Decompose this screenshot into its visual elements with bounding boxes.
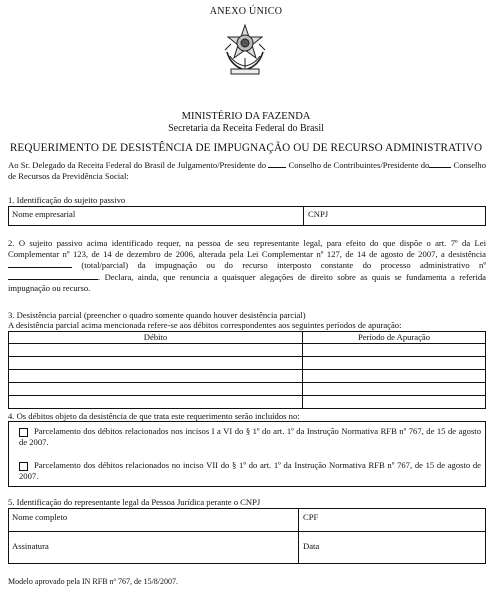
divider xyxy=(303,207,304,225)
table-row xyxy=(9,382,486,395)
debit-cell[interactable] xyxy=(9,382,303,395)
section2-text-1: 2. O sujeito passivo acima identificado requer, na pessoa de seu representante legal, para efeito do que dispõe o art. 7º da Lei Complementar nº 123, de 14 de dezembro de 2006, alterada pela Lei Complementar nº 127, de 14 de agosto de 2007, a desistência xyxy=(8,238,486,259)
secretariat-name: Secretaria da Receita Federal do Brasil xyxy=(168,123,324,134)
period-column-header: Período de Apuração xyxy=(303,332,486,344)
council-blank-2[interactable] xyxy=(429,159,451,168)
section3-label: 3. Desistência parcial (preencher o quadro somente quando houver desistência parcial) xyxy=(8,310,306,320)
section2-text-3: . Declara, ainda, que renuncia a quaisquer alegações de direito sobre as quais se fundamenta a referida impugnação ou recurso. xyxy=(8,272,486,293)
option-1-checkbox[interactable] xyxy=(19,428,28,437)
full-name-field[interactable]: Nome completo xyxy=(12,512,68,522)
process-number-blank[interactable] xyxy=(8,271,98,280)
section2-text-2: (total/parcial) da impugnação ou do recurso interposto constante do processo administrativo nº xyxy=(81,260,487,271)
table-row xyxy=(9,395,486,408)
legal-representative-box xyxy=(8,508,486,564)
intro-text-3: Conselho de Recursos da Previdência Social: xyxy=(8,160,487,181)
taxpayer-identification-box xyxy=(8,206,486,226)
section1-label: 1. Identificação do sujeito passivo xyxy=(8,195,126,205)
table-row xyxy=(9,343,486,356)
table-row xyxy=(9,356,486,369)
council-blank-1[interactable] xyxy=(268,159,286,168)
signature-field[interactable]: Assinatura xyxy=(12,541,49,551)
desistance-type-blank[interactable] xyxy=(8,259,72,268)
company-name-field[interactable]: Nome empresarial xyxy=(12,209,76,219)
option-1 xyxy=(19,426,481,447)
period-cell[interactable] xyxy=(303,382,486,395)
partial-desistance-table xyxy=(8,331,486,409)
period-cell[interactable] xyxy=(303,356,486,369)
intro-paragraph xyxy=(8,159,486,181)
debit-cell[interactable] xyxy=(9,356,303,369)
ministry-name: MINISTÉRIO DA FAZENDA xyxy=(181,111,311,122)
date-field[interactable]: Data xyxy=(303,541,320,551)
annex-heading: ANEXO ÚNICO xyxy=(209,6,283,17)
footer-note: Modelo aprovado pela IN RFB nº 767, de 15/8/2007. xyxy=(8,577,179,586)
debit-cell[interactable] xyxy=(9,369,303,382)
period-cell[interactable] xyxy=(303,343,486,356)
option-1-text: Parcelamento dos débitos relacionados nos incisos I a VI do § 1º do art. 1º da Instrução Normativa RFB nº 767, de 15 de agosto de 2007. xyxy=(19,426,481,447)
coat-of-arms-icon xyxy=(221,22,269,80)
installment-options-box xyxy=(8,421,486,487)
section4-label: 4. Os débitos objeto da desistência de que trata este requerimento serão incluídos no: xyxy=(8,411,300,421)
divider xyxy=(298,509,299,563)
option-2-text: Parcelamento dos débitos relacionados no inciso VII do § 1º do art. 1º da Instrução Normativa RFB nº 767, de 15 de agosto de 2007. xyxy=(19,460,481,481)
section2-paragraph xyxy=(8,238,486,294)
section5-label: 5. Identificação do representante legal da Pessoa Jurídica perante o CNPJ xyxy=(8,497,261,507)
debit-column-header: Débito xyxy=(9,332,303,344)
debit-cell[interactable] xyxy=(9,395,303,408)
section3-sublabel: A desistência parcial acima mencionada refere-se aos débitos correspondentes aos seguintes períodos de apuração: xyxy=(8,320,402,330)
form-title: REQUERIMENTO DE DESISTÊNCIA DE IMPUGNAÇÃO OU DE RECURSO ADMINISTRATIVO xyxy=(9,142,483,154)
table-row xyxy=(9,369,486,382)
option-2-checkbox[interactable] xyxy=(19,462,28,471)
intro-text-2: Conselho de Contribuintes/Presidente do xyxy=(288,160,430,170)
cnpj-field[interactable]: CNPJ xyxy=(308,209,329,219)
table-header-row xyxy=(9,332,486,344)
divider xyxy=(9,531,485,532)
option-2 xyxy=(19,460,481,481)
debit-cell[interactable] xyxy=(9,343,303,356)
intro-text-1: Ao Sr. Delegado da Receita Federal do Brasil de Julgamento/Presidente do xyxy=(8,160,267,170)
period-cell[interactable] xyxy=(303,369,486,382)
cpf-field[interactable]: CPF xyxy=(303,512,319,522)
period-cell[interactable] xyxy=(303,395,486,408)
